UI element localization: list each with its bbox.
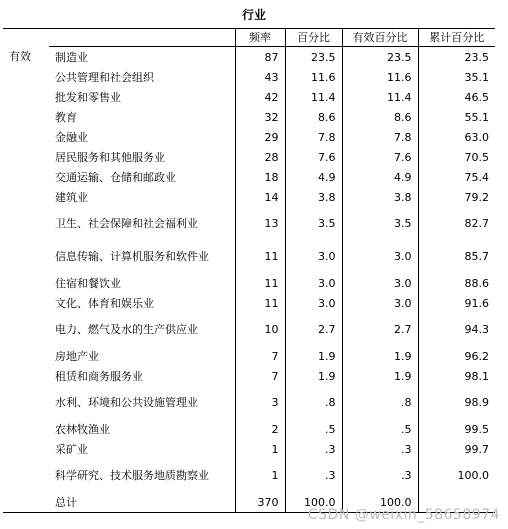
row-group-label <box>3 459 49 492</box>
cell-percent: 23.5 <box>285 47 342 68</box>
row-category: 科学研究、技术服务地质勘察业 <box>55 469 209 482</box>
cell-valid-percent: .5 <box>342 419 418 439</box>
row-group-label <box>3 107 49 127</box>
cell-percent: 8.6 <box>285 107 342 127</box>
table-row <box>3 187 495 207</box>
cell-percent: 4.9 <box>285 167 342 187</box>
cell-percent: 7.8 <box>285 127 342 147</box>
cell-percent: 3.0 <box>285 273 342 293</box>
cell-frequency: 14 <box>235 187 285 207</box>
cell-frequency: 3 <box>235 386 285 419</box>
table-row <box>3 240 495 273</box>
table-row <box>3 167 495 187</box>
cell-valid-percent: 100.0 <box>342 492 418 513</box>
header-cumulative-percent: 累计百分比 <box>418 29 495 47</box>
row-group-label <box>3 346 49 366</box>
table-row <box>3 67 495 87</box>
row-category: 金融业 <box>55 130 88 144</box>
row-category: 制造业 <box>55 50 88 64</box>
cell-percent: 1.9 <box>285 346 342 366</box>
cell-valid-percent: 7.6 <box>342 147 418 167</box>
cell-cumulative-percent: 98.9 <box>418 386 495 419</box>
cell-frequency: 7 <box>235 366 285 386</box>
cell-percent: .8 <box>285 386 342 419</box>
row-group-label <box>3 147 49 167</box>
row-group-label <box>3 366 49 386</box>
row-group-label: 有效 <box>9 50 31 64</box>
table-row <box>3 313 495 346</box>
cell-frequency: 2 <box>235 419 285 439</box>
row-category: 电力、燃气及水的生产供应业 <box>55 323 198 336</box>
cell-frequency: 28 <box>235 147 285 167</box>
header-valid-percent: 有效百分比 <box>342 29 418 47</box>
header-percent: 百分比 <box>285 29 342 47</box>
row-group-label <box>3 273 49 293</box>
cell-frequency: 370 <box>235 492 285 513</box>
table-title: 行业 <box>241 8 266 22</box>
cell-cumulative-percent: 70.5 <box>418 147 495 167</box>
row-group-label <box>3 167 49 187</box>
table-row <box>3 419 495 439</box>
cell-frequency: 87 <box>235 47 285 68</box>
table-row <box>3 87 495 107</box>
row-group-label <box>3 386 49 419</box>
row-category: 住宿和餐饮业 <box>55 276 121 290</box>
row-group-label <box>3 87 49 107</box>
cell-frequency: 11 <box>235 293 285 313</box>
cell-frequency: 18 <box>235 167 285 187</box>
row-category: 租赁和商务服务业 <box>55 369 143 383</box>
cell-cumulative-percent: 98.1 <box>418 366 495 386</box>
row-group-label <box>3 67 49 87</box>
cell-valid-percent: 3.0 <box>342 273 418 293</box>
table-row <box>3 127 495 147</box>
cell-valid-percent: 4.9 <box>342 167 418 187</box>
row-group-label <box>3 439 49 459</box>
cell-valid-percent: 3.5 <box>342 207 418 240</box>
cell-percent: .3 <box>285 439 342 459</box>
cell-valid-percent: 2.7 <box>342 313 418 346</box>
cell-percent: 3.5 <box>285 207 342 240</box>
header-blank <box>3 29 49 47</box>
row-group-label <box>3 187 49 207</box>
table-row <box>3 346 495 366</box>
row-group-label <box>3 492 49 513</box>
row-category: 水利、环境和公共设施管理业 <box>55 396 198 409</box>
row-category: 公共管理和社会组织 <box>55 70 154 84</box>
cell-cumulative-percent: 79.2 <box>418 187 495 207</box>
table-row <box>3 366 495 386</box>
cell-cumulative-percent: 91.6 <box>418 293 495 313</box>
cell-cumulative-percent: 85.7 <box>418 240 495 273</box>
cell-valid-percent: 1.9 <box>342 346 418 366</box>
cell-frequency: 29 <box>235 127 285 147</box>
row-category: 农林牧渔业 <box>55 422 110 436</box>
cell-valid-percent: 3.0 <box>342 293 418 313</box>
cell-frequency: 7 <box>235 346 285 366</box>
cell-cumulative-percent: 96.2 <box>418 346 495 366</box>
table-row <box>3 273 495 293</box>
cell-valid-percent: 11.4 <box>342 87 418 107</box>
cell-frequency: 42 <box>235 87 285 107</box>
cell-cumulative-percent: 35.1 <box>418 67 495 87</box>
row-category: 交通运输、仓储和邮政业 <box>55 170 176 184</box>
cell-frequency: 1 <box>235 459 285 492</box>
header-frequency: 频率 <box>235 29 285 47</box>
table-row <box>3 207 495 240</box>
cell-valid-percent: .8 <box>342 386 418 419</box>
cell-frequency: 32 <box>235 107 285 127</box>
table-row <box>3 459 495 492</box>
cell-percent: 7.6 <box>285 147 342 167</box>
cell-valid-percent: 3.8 <box>342 187 418 207</box>
row-category: 教育 <box>55 110 77 124</box>
row-category: 信息传输、计算机服务和软件业 <box>55 250 209 263</box>
row-category: 建筑业 <box>55 190 88 204</box>
table-row <box>3 293 495 313</box>
row-category: 卫生、社会保障和社会福利业 <box>55 217 198 230</box>
cell-percent: .3 <box>285 459 342 492</box>
row-category: 房地产业 <box>55 349 99 363</box>
table-row <box>3 439 495 459</box>
cell-cumulative-percent: 63.0 <box>418 127 495 147</box>
cell-percent: 100.0 <box>285 492 342 513</box>
row-category: 总计 <box>49 492 235 513</box>
cell-cumulative-percent: 23.5 <box>418 47 495 68</box>
cell-percent: .5 <box>285 419 342 439</box>
table-body <box>3 47 495 513</box>
cell-cumulative-percent: 100.0 <box>418 459 495 492</box>
row-group-label <box>3 293 49 313</box>
cell-frequency: 10 <box>235 313 285 346</box>
cell-percent: 11.4 <box>285 87 342 107</box>
row-group-label <box>3 419 49 439</box>
table-row <box>3 47 495 68</box>
cell-frequency: 11 <box>235 240 285 273</box>
table-row <box>3 147 495 167</box>
cell-valid-percent: .3 <box>342 459 418 492</box>
cell-valid-percent: 11.6 <box>342 67 418 87</box>
cell-cumulative-percent: 82.7 <box>418 207 495 240</box>
cell-valid-percent: 3.0 <box>342 240 418 273</box>
row-group-label <box>3 313 49 346</box>
cell-valid-percent: .3 <box>342 439 418 459</box>
row-group-label <box>3 127 49 147</box>
cell-cumulative-percent: 99.5 <box>418 419 495 439</box>
header-blank-2 <box>49 29 235 47</box>
cell-percent: 3.8 <box>285 187 342 207</box>
cell-valid-percent: 8.6 <box>342 107 418 127</box>
row-category: 采矿业 <box>55 442 88 456</box>
table-row <box>3 107 495 127</box>
cell-percent: 2.7 <box>285 313 342 346</box>
cell-cumulative-percent: 99.7 <box>418 439 495 459</box>
cell-frequency: 43 <box>235 67 285 87</box>
cell-frequency: 13 <box>235 207 285 240</box>
row-category: 文化、体育和娱乐业 <box>55 296 154 310</box>
cell-percent: 3.0 <box>285 293 342 313</box>
cell-cumulative-percent: 75.4 <box>418 167 495 187</box>
row-category: 批发和零售业 <box>55 90 121 104</box>
cell-frequency: 1 <box>235 439 285 459</box>
row-category: 居民服务和其他服务业 <box>55 150 165 164</box>
row-group-label <box>3 207 49 240</box>
cell-percent: 1.9 <box>285 366 342 386</box>
table-row <box>3 386 495 419</box>
cell-valid-percent: 1.9 <box>342 366 418 386</box>
cell-valid-percent: 7.8 <box>342 127 418 147</box>
row-group-label <box>3 240 49 273</box>
cell-percent: 3.0 <box>285 240 342 273</box>
cell-valid-percent: 23.5 <box>342 47 418 68</box>
watermark: CSDN @weixin_58658974 <box>307 507 500 523</box>
cell-cumulative-percent: 94.3 <box>418 313 495 346</box>
cell-cumulative-percent: 46.5 <box>418 87 495 107</box>
cell-cumulative-percent: 55.1 <box>418 107 495 127</box>
frequency-table <box>3 28 495 513</box>
cell-cumulative-percent: 88.6 <box>418 273 495 293</box>
cell-percent: 11.6 <box>285 67 342 87</box>
cell-frequency: 11 <box>235 273 285 293</box>
